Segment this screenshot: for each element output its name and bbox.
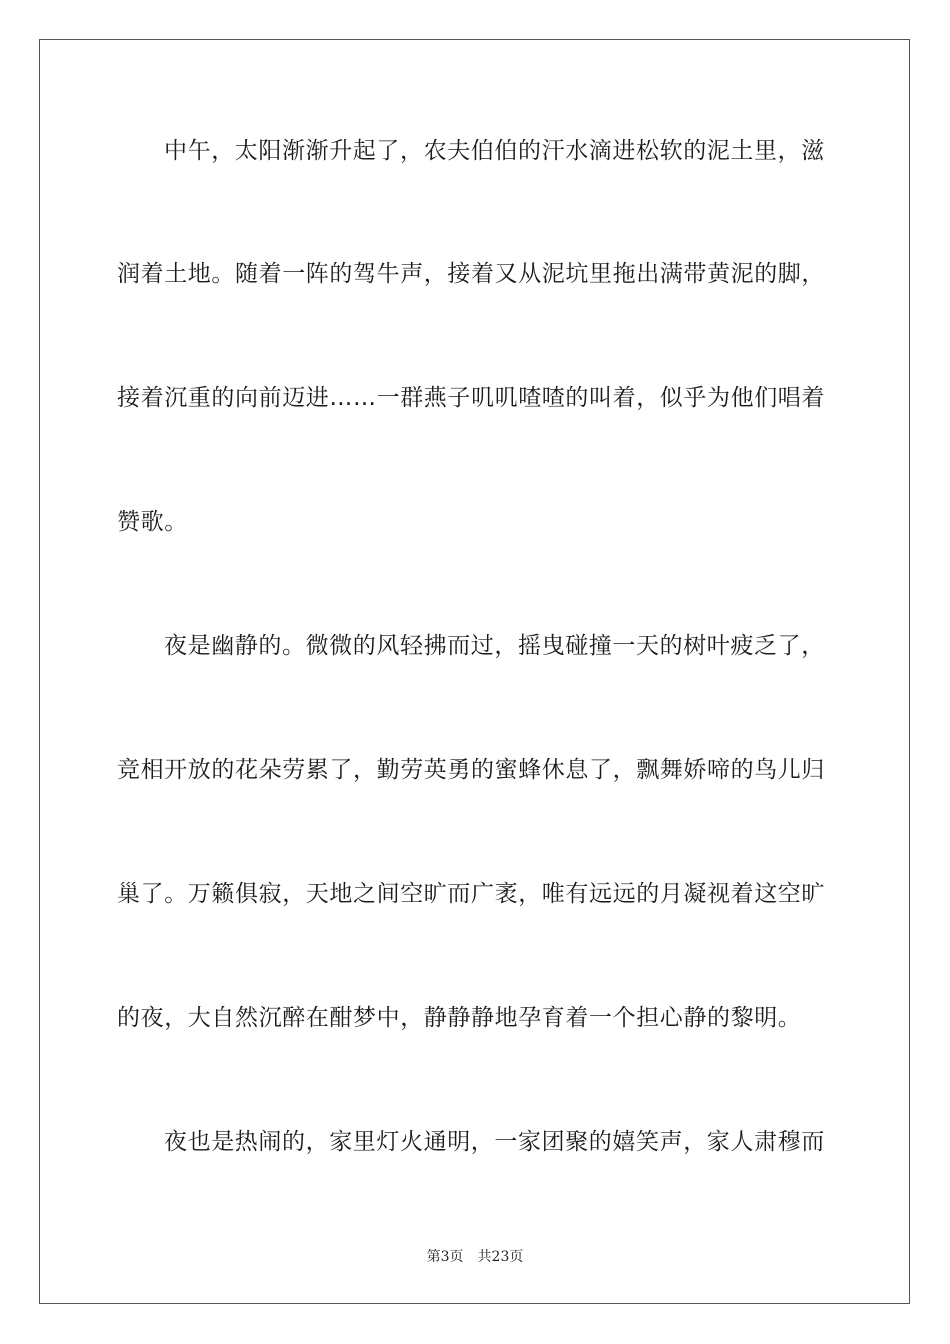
paragraph-2-line-1: 夜是幽静的。微微的风轻拂而过，摇曳碰撞一天的树叶疲乏了，	[164, 633, 825, 659]
page-frame	[39, 39, 910, 1304]
paragraph-2-line-4: 的夜，大自然沉醉在酣梦中，静静静地孕育着一个担心静的黎明。	[117, 1005, 802, 1031]
paragraph-1-line-2: 润着土地。随着一阵的驾牛声，接着又从泥坑里拖出满带黄泥的脚，	[117, 261, 825, 287]
page-footer	[0, 1247, 950, 1267]
paragraph-2-line-3: 巢了。万籁俱寂，天地之间空旷而广袤，唯有远远的月凝视着这空旷	[117, 881, 825, 907]
paragraph-1-line-4: 赞歌。	[117, 509, 188, 535]
paragraph-2-line-2: 竞相开放的花朵劳累了，勤劳英勇的蜜蜂休息了，飘舞娇啼的鸟儿归	[117, 757, 825, 783]
paragraph-1-line-3: 接着沉重的向前迈进……一群燕子叽叽喳喳的叫着，似乎为他们唱着	[117, 385, 825, 411]
paragraph-1-line-1: 中午，太阳渐渐升起了，农夫伯伯的汗水滴进松软的泥土里，滋	[164, 138, 825, 164]
page-number-total: 共23页	[477, 1249, 524, 1265]
page-number-current: 第3页	[426, 1249, 464, 1265]
paragraph-3-line-1: 夜也是热闹的，家里灯火通明，一家团聚的嬉笑声，家人肃穆而	[164, 1129, 825, 1155]
